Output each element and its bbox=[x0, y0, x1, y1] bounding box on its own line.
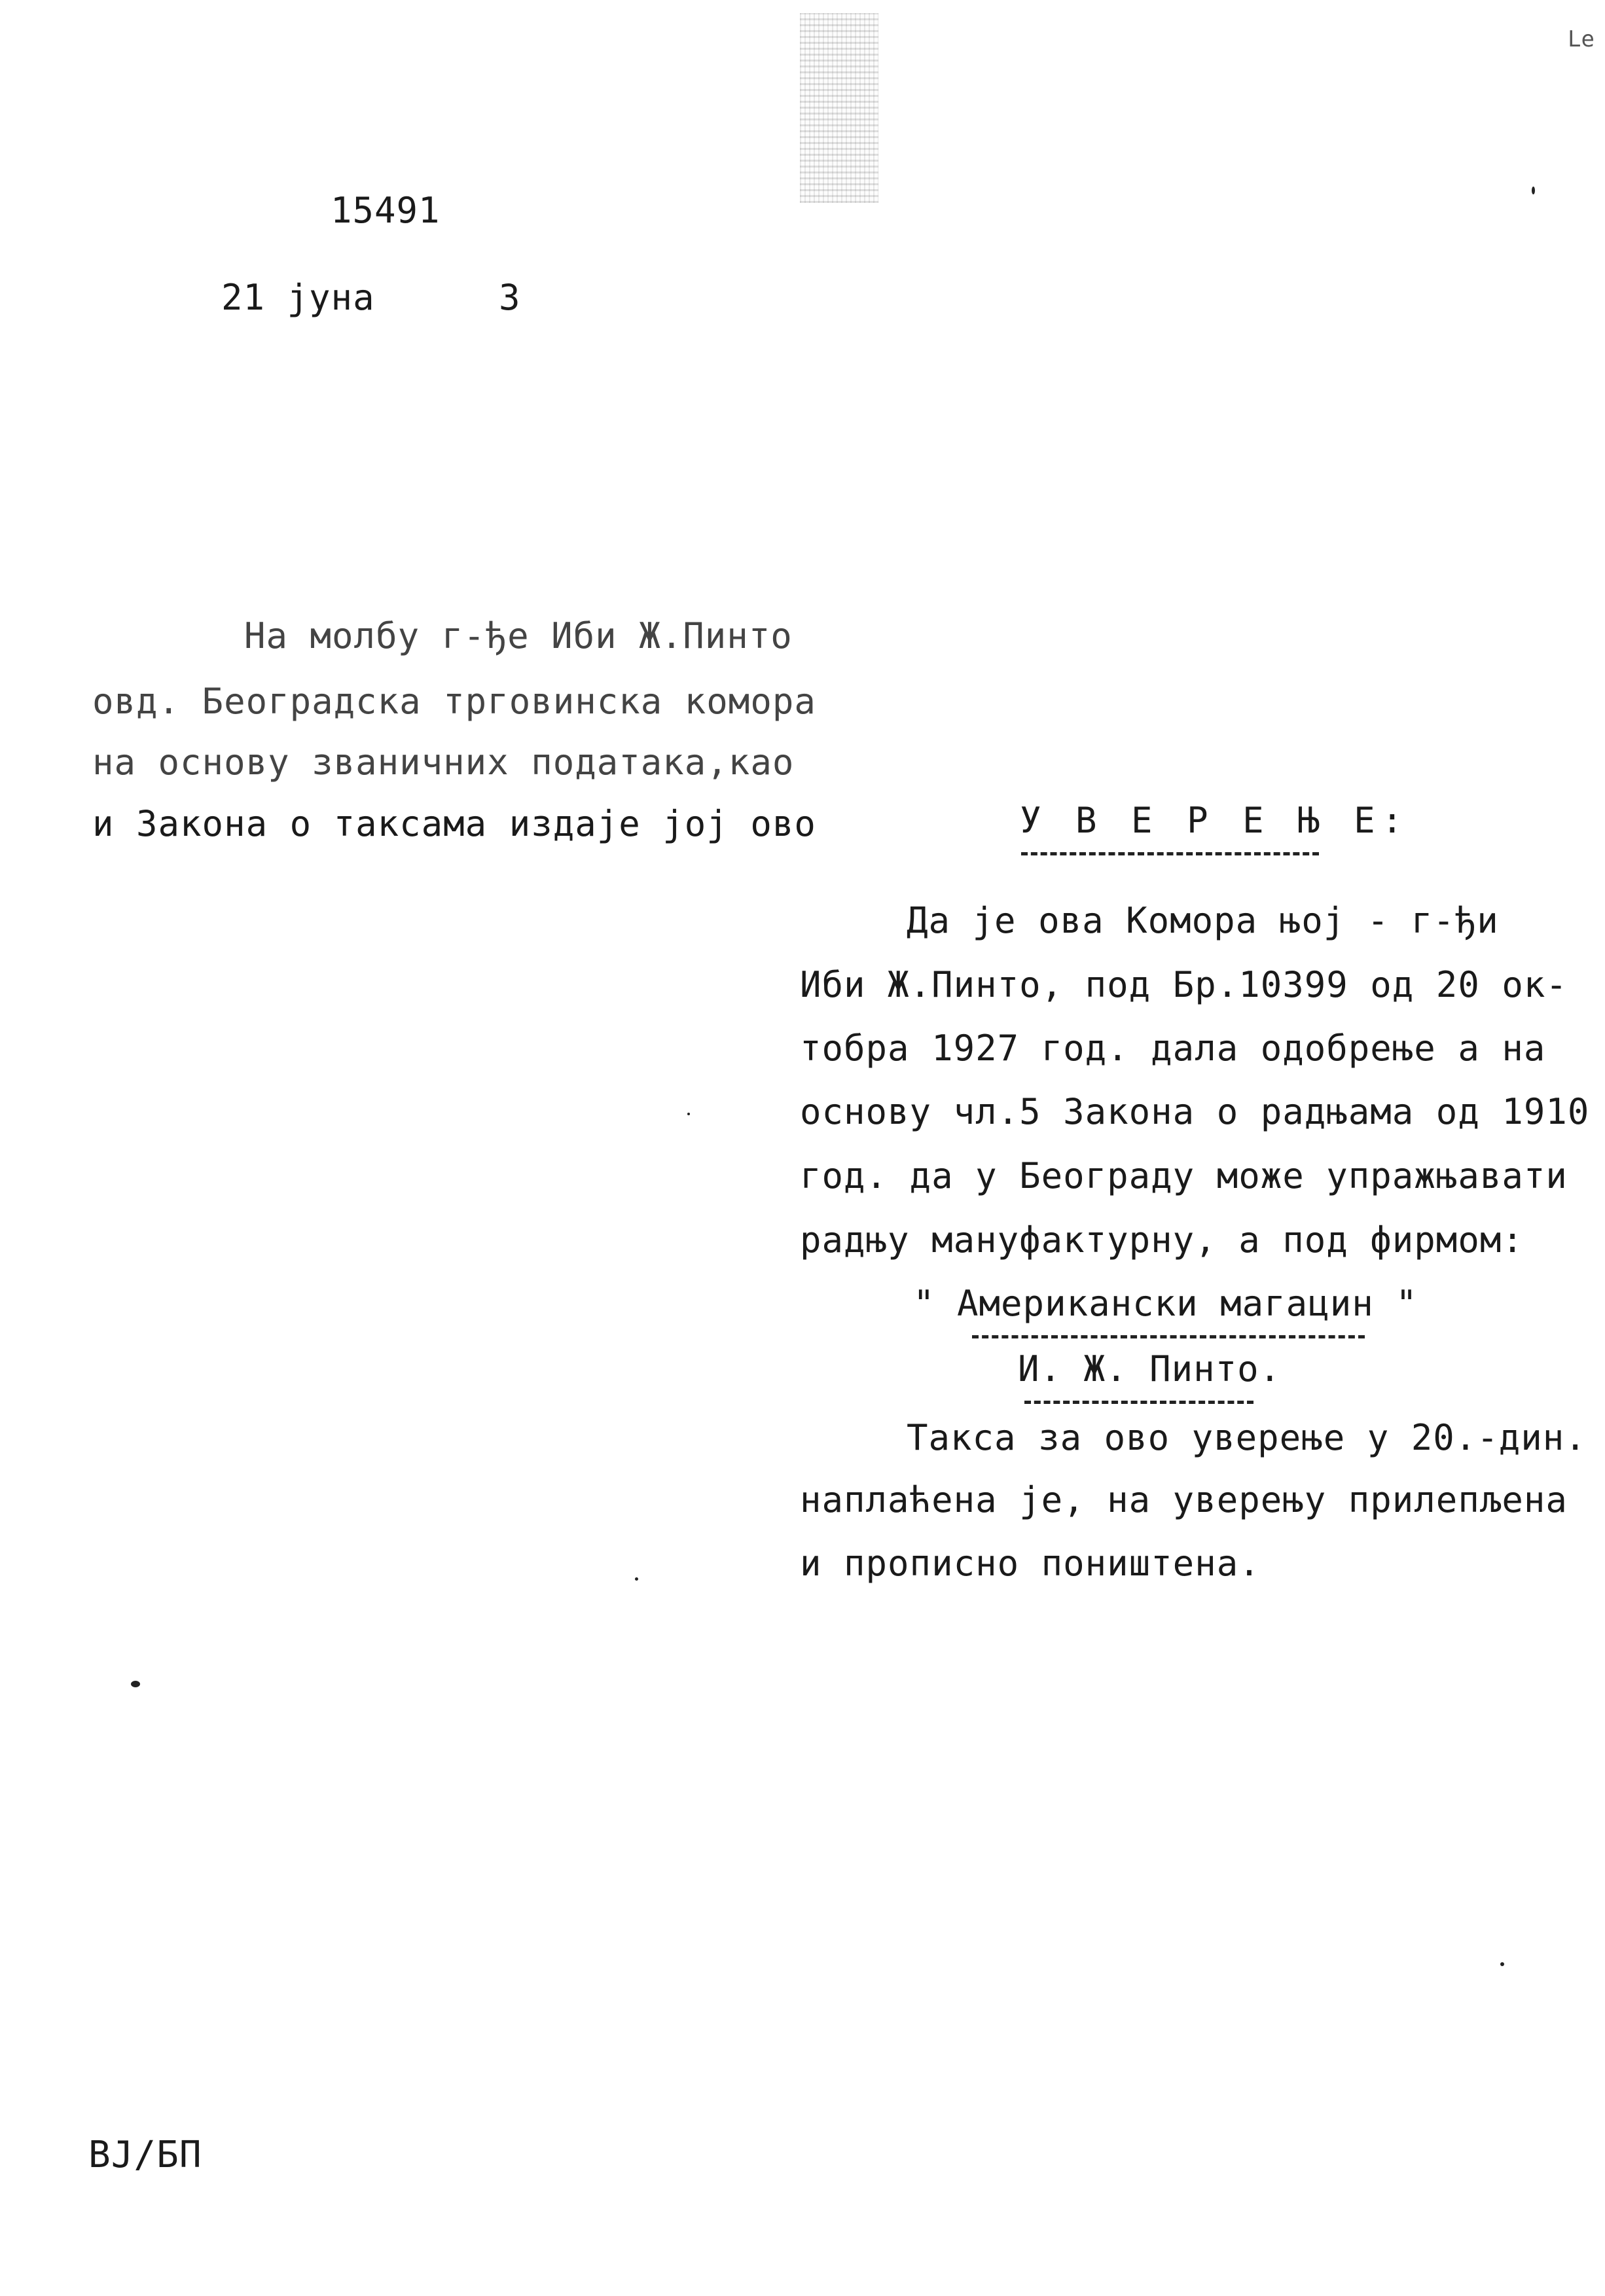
scan-speck bbox=[1500, 1962, 1504, 1966]
request-line: овд. Београдска трговинска комора bbox=[92, 681, 816, 722]
firm-name-underline bbox=[972, 1335, 1365, 1338]
scan-speck bbox=[1532, 187, 1535, 194]
scan-smudge bbox=[800, 13, 878, 203]
scan-speck bbox=[687, 1113, 690, 1115]
firm-owner-underline bbox=[1024, 1401, 1253, 1404]
certificate-line: тобра 1927 год. дала одобрење а на bbox=[800, 1028, 1546, 1069]
fee-line: и прописно поништена. bbox=[800, 1543, 1261, 1584]
request-line: на основу званичних података,као bbox=[92, 742, 795, 783]
title-underline bbox=[1021, 852, 1319, 855]
certificate-title: У В Е Р Е Њ Е: bbox=[1020, 800, 1410, 841]
certificate-line: радњу мануфактурну, а под фирмом: bbox=[800, 1219, 1524, 1261]
request-line: и Закона о таксама издаје јој ово bbox=[92, 803, 816, 844]
certificate-line: основу чл.5 Закона о радњама од 1910 bbox=[800, 1091, 1590, 1132]
certificate-line: Да је ова Комора њој - г-ђи bbox=[907, 900, 1499, 941]
footer-reference: BJ/БП bbox=[88, 2134, 202, 2176]
firm-name: " Американски магацин " bbox=[913, 1283, 1418, 1324]
fee-line: наплаћена је, на уверењу прилепљена bbox=[800, 1479, 1568, 1520]
firm-owner: И. Ж. Пинто. bbox=[1018, 1348, 1282, 1390]
corner-mark: Le bbox=[1568, 26, 1595, 52]
fee-line: Такса за ово уверење у 20.-дин. bbox=[907, 1417, 1587, 1458]
document-year: 3 bbox=[499, 277, 521, 318]
document-date: 21 јуна bbox=[221, 277, 375, 318]
document-number: 15491 bbox=[331, 190, 441, 231]
scan-speck bbox=[131, 1681, 140, 1687]
request-line: На молбу г-ђе Иби Ж.Пинто bbox=[244, 615, 793, 656]
scan-speck bbox=[635, 1577, 638, 1581]
certificate-line: Иби Ж.Пинто, под Бр.10399 од 20 ок- bbox=[800, 964, 1568, 1005]
certificate-line: год. да у Београду може упражњавати bbox=[800, 1155, 1568, 1196]
